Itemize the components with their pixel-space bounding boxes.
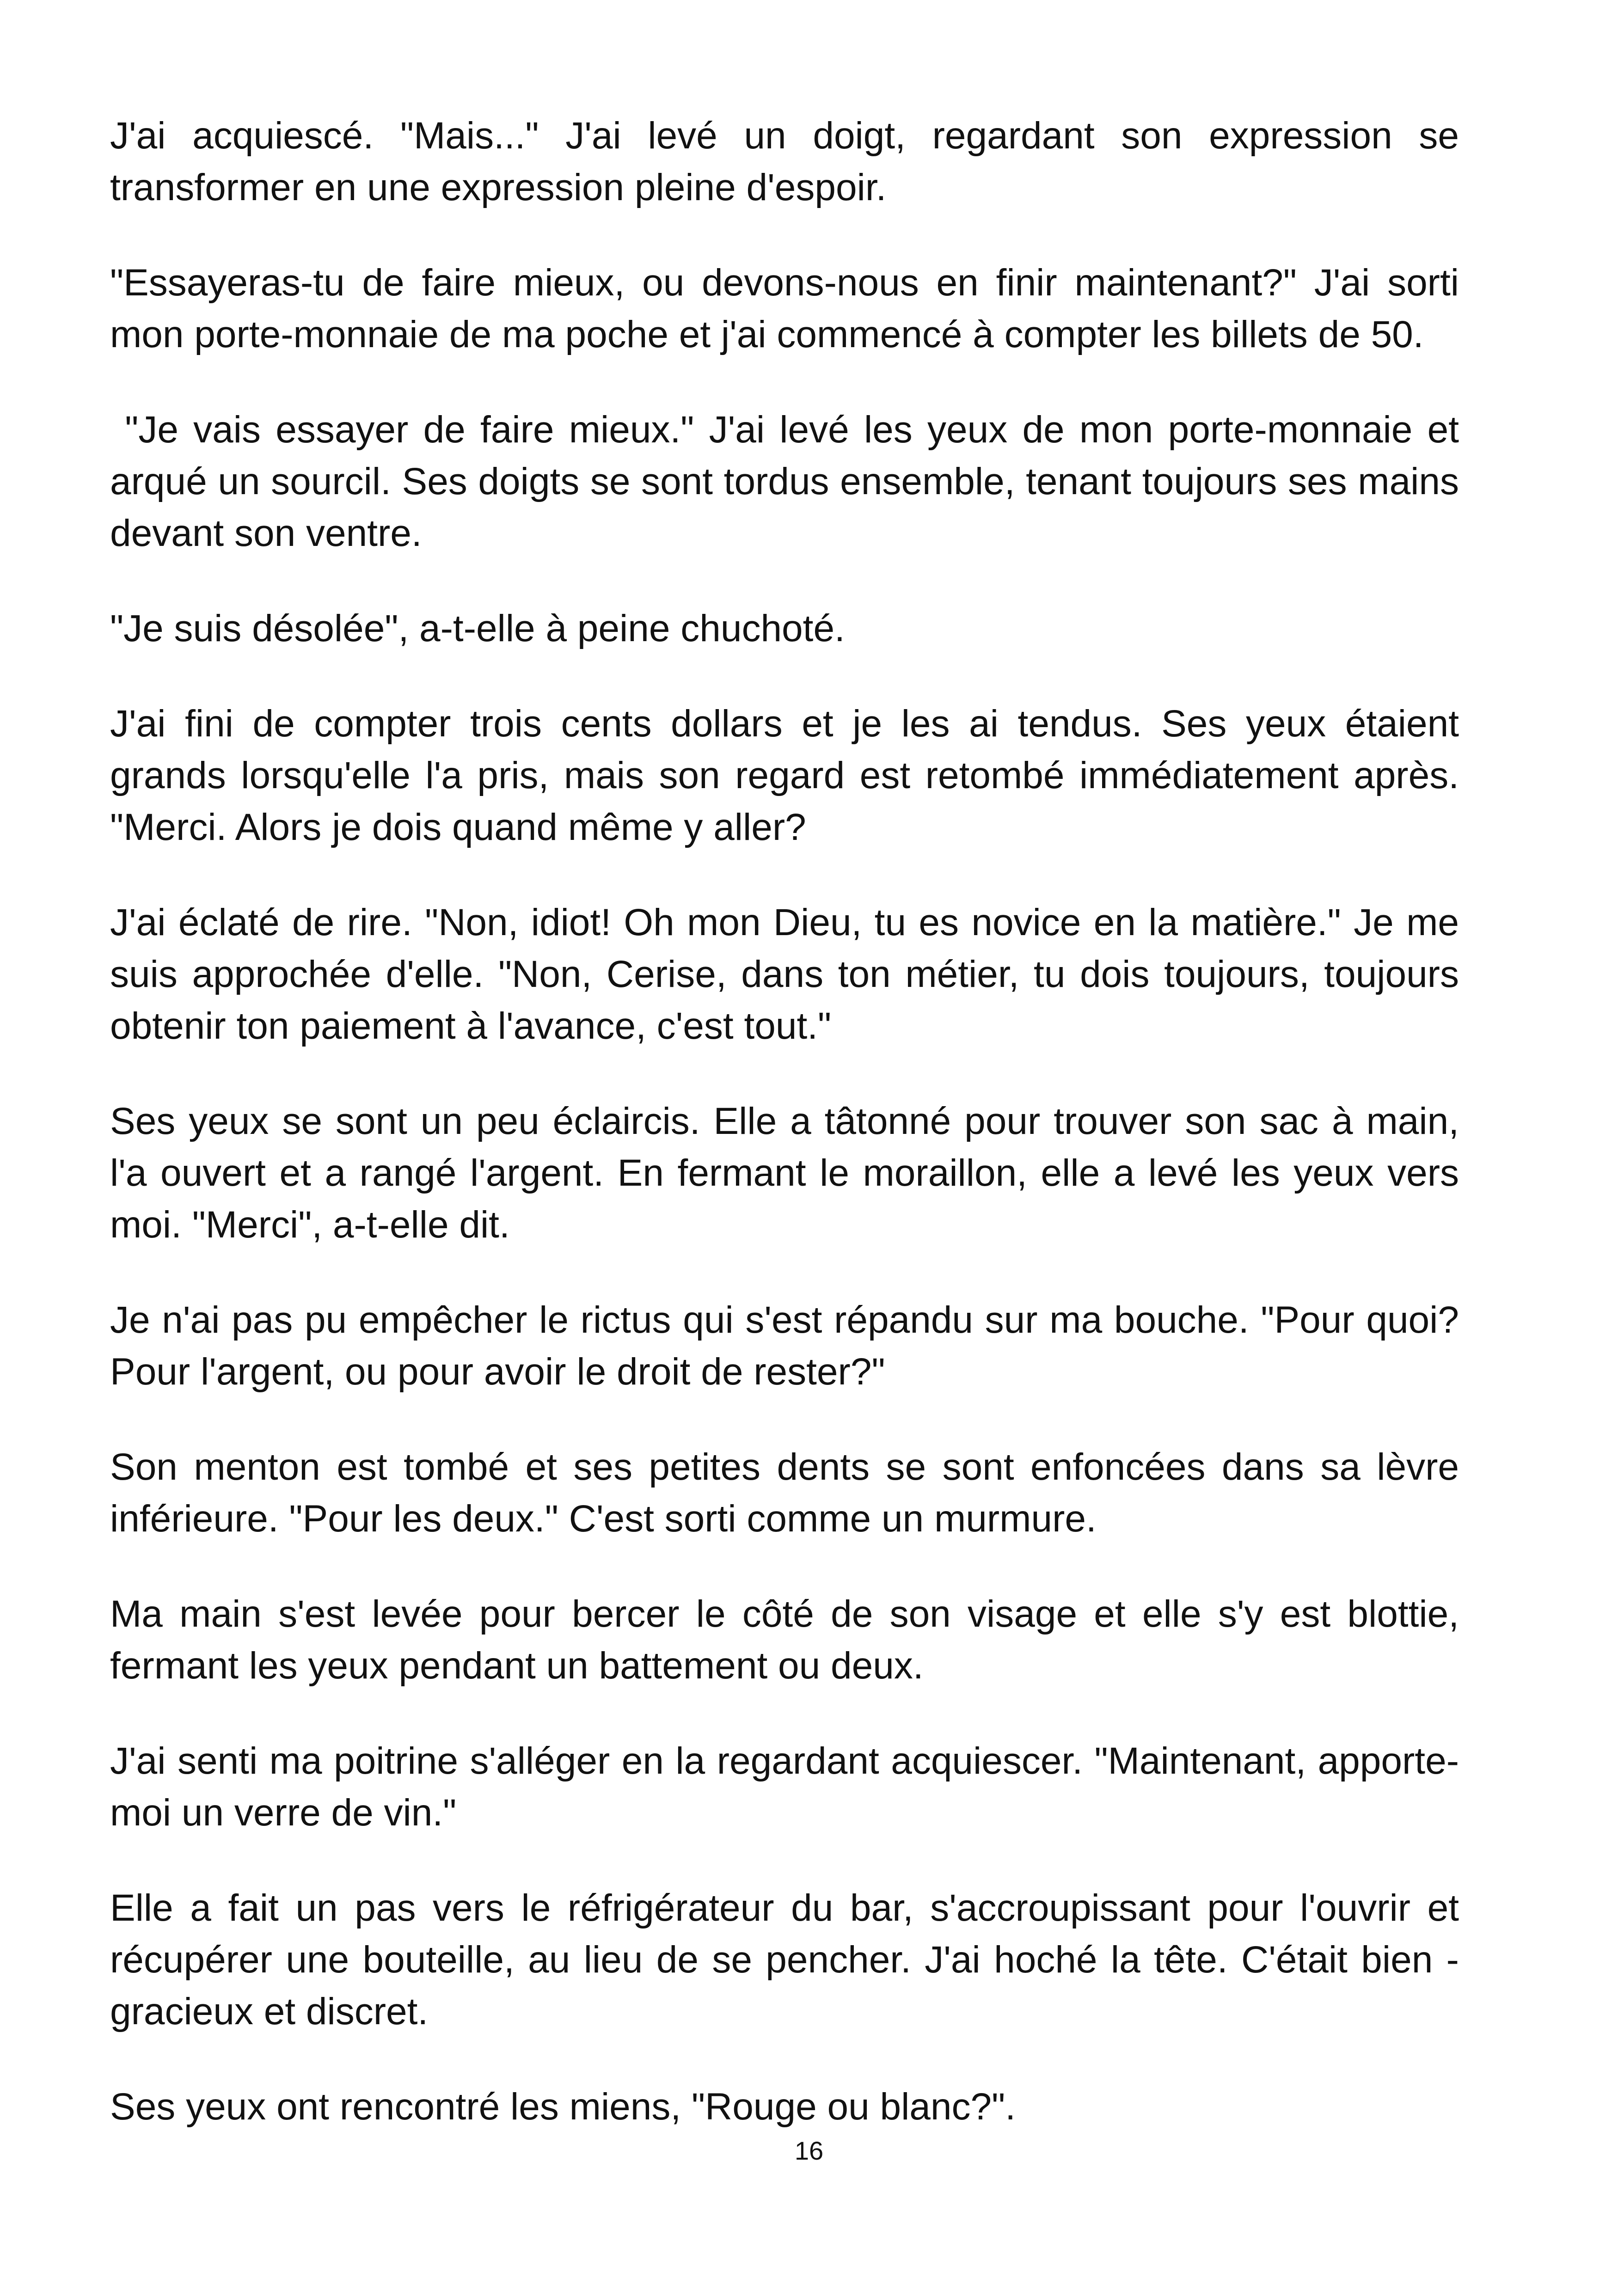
paragraph-10: Ma main s'est levée pour bercer le côté de son visage et elle s'y est blottie, fermant les yeux pendant un battement ou deux. — [110, 1593, 1459, 1687]
paragraph-5: J'ai fini de compter trois cents dollars et je les ai tendus. Ses yeux étaient grands lorsqu'elle l'a pris, mais son regard est retombé immédiatement après. "Merci. Alors je dois quand même y aller? — [110, 703, 1459, 848]
paragraph-3: "Je vais essayer de faire mieux." J'ai levé les yeux de mon porte-monnaie et arqué un sourcil. Ses doigts se sont tordus ensemble, tenant toujours ses mains devant son ventre. — [110, 409, 1470, 554]
paragraph-1: J'ai acquiescé. "Mais..." J'ai levé un doigt, regardant son expression se transformer en une expression pleine d'espoir. — [110, 115, 1459, 208]
page-number: 16 — [794, 2136, 824, 2165]
paragraph-9: Son menton est tombé et ses petites dents se sont enfoncées dans sa lèvre inférieure. "Pour les deux." C'est sorti comme un murmure. — [110, 1446, 1459, 1540]
paragraph-13: Ses yeux ont rencontré les miens, "Rouge ou blanc?". — [110, 2086, 1016, 2128]
paragraph-4: "Je suis désolée", a-t-elle à peine chuchoté. — [110, 607, 845, 649]
paragraph-11: J'ai senti ma poitrine s'alléger en la regardant acquiescer. "Maintenant, apporte-moi un verre de vin." — [110, 1740, 1459, 1834]
paragraph-6: J'ai éclaté de rire. "Non, idiot! Oh mon Dieu, tu es novice en la matière." Je me suis approchée d'elle. "Non, Cerise, dans ton métier, tu dois toujours, toujours obtenir ton paiement à l'avance, c'est tout." — [110, 901, 1459, 1047]
paragraph-2: "Essayeras-tu de faire mieux, ou devons-nous en finir maintenant?" J'ai sorti mon porte-monnaie de ma poche et j'ai commencé à compter les billets de 50. — [110, 262, 1459, 355]
paragraph-12: Elle a fait un pas vers le réfrigérateur du bar, s'accroupissant pour l'ouvrir et récupérer une bouteille, au lieu de se pencher. J'ai hoché la tête. C'était bien - gracieux et discret. — [110, 1887, 1459, 2033]
body-text — [110, 110, 1470, 2176]
paragraph-8: Je n'ai pas pu empêcher le rictus qui s'est répandu sur ma bouche. "Pour quoi? Pour l'argent, ou pour avoir le droit de rester?" — [110, 1299, 1459, 1393]
paragraph-7: Ses yeux se sont un peu éclaircis. Elle a tâtonné pour trouver son sac à main, l'a ouvert et a rangé l'argent. En fermant le moraillon, elle a levé les yeux vers moi. "Merci", a-t-elle dit. — [110, 1100, 1459, 1246]
